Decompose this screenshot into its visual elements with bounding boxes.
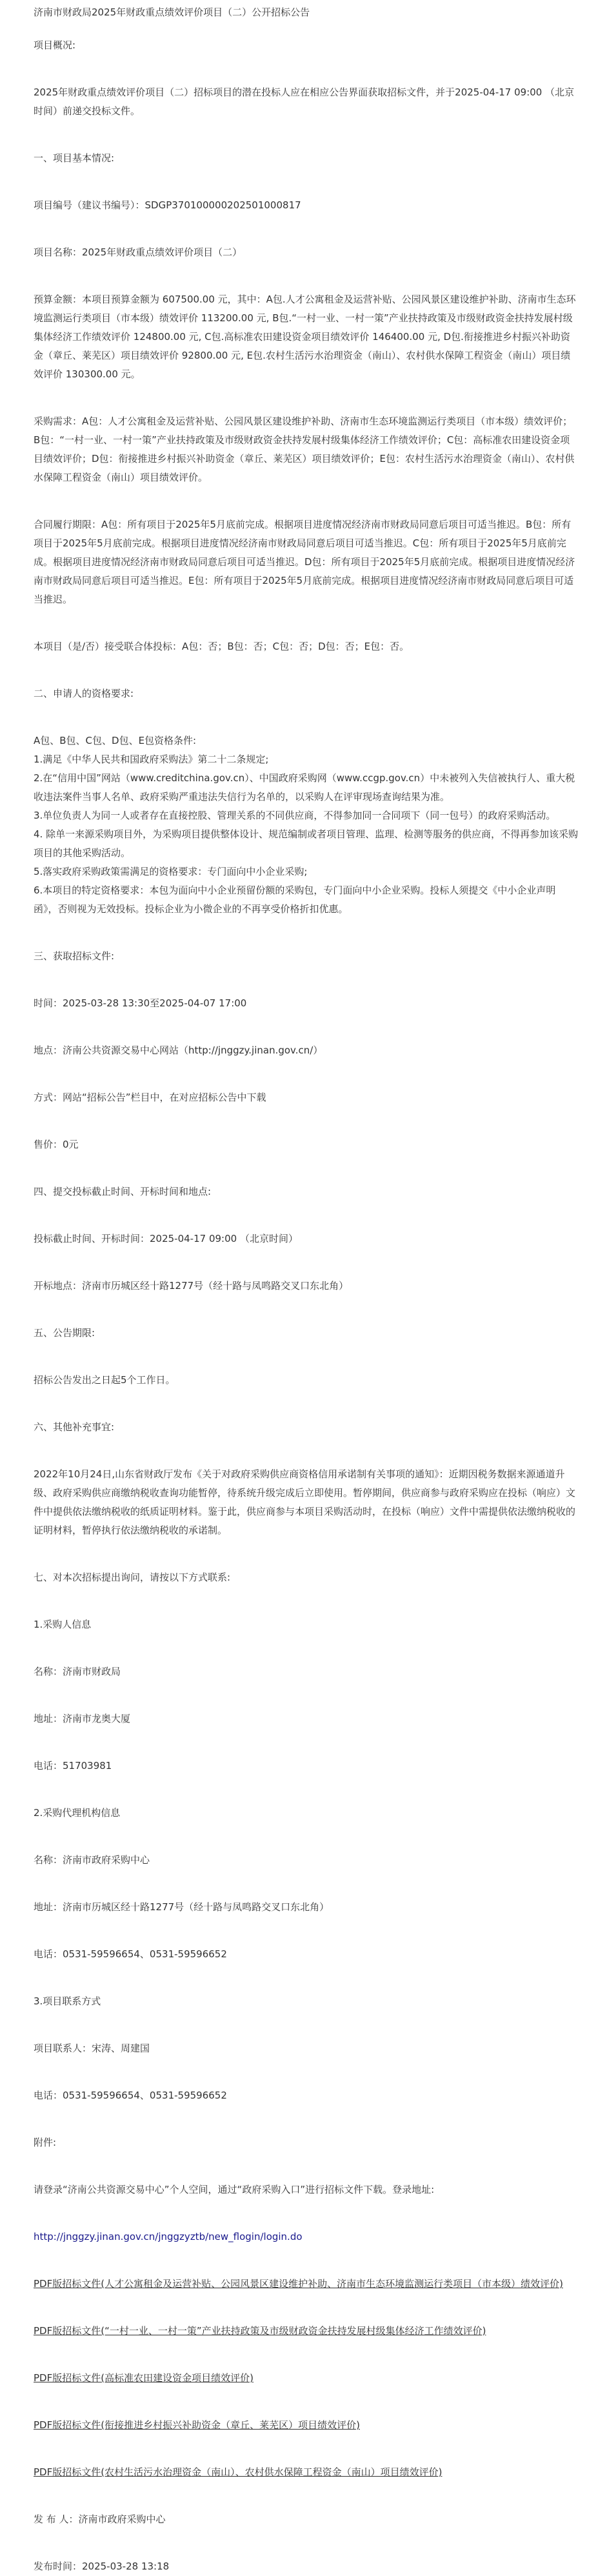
overview-heading: 项目概况:	[34, 39, 76, 51]
overview-text: 2025年财政重点绩效评价项目（二）招标项目的潜在投标人应在相应公告界面获取招标文件，并于2025-04-17 09:00 （北京时间）前递交投标文件。	[34, 86, 575, 117]
qualification-item: 2.在“信用中国”网站（www.creditchina.gov.cn）、中国政府采购网（www.ccgp.gov.cn）中未被列入失信被执行人、重大税收违法案件当事人名单、政府采购严重违法失信行为名单的，以采购人在评审现场查询结果为准。	[34, 772, 575, 803]
publisher: 发 布 人：济南市政府采购中心	[34, 2513, 166, 2525]
price: 售价：0元	[34, 1139, 79, 1150]
pdf-download-link[interactable]: PDF版招标文件(人才公寓租金及运营补贴、公园风景区建设维护补助、济南市生态环境监测运行类项目（市本级）绩效评价)	[34, 2278, 563, 2290]
attachments-heading: 附件:	[34, 2137, 57, 2148]
section-4-heading: 四、提交投标截止时间、开标时间和地点:	[34, 1186, 212, 1197]
purchaser-name: 名称：济南市财政局	[34, 1666, 121, 1677]
project-code: 项目编号（建议书编号）：SDGP370100000202501000817	[34, 199, 301, 211]
agency-address: 地址：济南市历城区经十路1277号（经十路与凤鸣路交叉口东北角）	[34, 1901, 330, 1913]
login-link[interactable]: http://jnggzy.jinan.gov.cn/jnggzyztb/new_flogin/login.do	[34, 2231, 303, 2242]
publish-time: 发布时间：2025-03-28 13:18	[34, 2561, 170, 2572]
agency-phone: 电话：0531-59596654、0531-59596652	[34, 1948, 227, 1960]
requirements-text: 采购需求：A包：人才公寓租金及运营补贴、公园风景区建设维护补助、济南市生态环境监测运行类项目（市本级）绩效评价；B包：“一村一业、一村一策”产业扶持政策及市级财政资金扶持发展村级集体经济工作绩效评价；C包：高标准农田建设资金项目绩效评价；D包：衔接推进乡村振兴补助资金（章丘、莱芜区）项目绩效评价；E包：农村生活污水治理资金（南山）、农村供水保障工程资金（南山）项目绩效评价。	[34, 415, 575, 483]
contract-period-text: 合同履行期限：A包：所有项目于2025年5月底前完成。根据项目进度情况经济南市财政局同意后项目可适当推迟。B包：所有项目于2025年5月底前完成。根据项目进度情况经济南市财政局同意后项目可适当推迟。C包：所有项目于2025年5月底前完成。根据项目进度情况经济南市财政局同意后项目可适当推迟。D包：所有项目于2025年5月底前完成。根据项目进度情况经济南市财政局同意后项目可适当推迟。E包：所有项目于2025年5月底前完成。根据项目进度情况经济南市财政局同意后项目可适当推迟。	[34, 519, 575, 605]
purchaser-heading: 1.采购人信息	[34, 1619, 92, 1630]
section-2-heading: 二、申请人的资格要求:	[34, 688, 134, 699]
pdf-download-link[interactable]: PDF版招标文件(“一村一业、一村一策”产业扶持政策及市级财政资金扶持发展村级集体经济工作绩效评价)	[34, 2325, 486, 2337]
notice-period: 招标公告发出之日起5个工作日。	[34, 1374, 175, 1386]
get-place: 地点：济南公共资源交易中心网站（http://jnggzy.jinan.gov.cn/）	[34, 1044, 323, 1056]
contact-person: 项目联系人：宋涛、周建国	[34, 2042, 150, 2054]
agency-heading: 2.采购代理机构信息	[34, 1807, 121, 1819]
section-7-heading: 七、对本次招标提出询问，请按以下方式联系:	[34, 1572, 231, 1583]
pdf-download-link[interactable]: PDF版招标文件(高标准农田建设资金项目绩效评价)	[34, 2372, 253, 2384]
qualification-item: 3.单位负责人为同一人或者存在直接控股、管理关系的不同供应商，不得参加同一合同项下（同一包号）的政府采购活动。	[34, 810, 556, 821]
announcement-body	[34, 36, 579, 2576]
contact-heading: 3.项目联系方式	[34, 1995, 101, 2007]
agency-name: 名称：济南市政府采购中心	[34, 1854, 150, 1866]
section-3-heading: 三、获取招标文件:	[34, 950, 115, 962]
qualification-item: 4. 除单一来源采购项目外，为采购项目提供整体设计、规范编制或者项目管理、监理、检测等服务的供应商，不得再参加该采购项目的其他采购活动。	[34, 828, 579, 859]
section-1-heading: 一、项目基本情况:	[34, 152, 115, 164]
pdf-download-link[interactable]: PDF版招标文件(农村生活污水治理资金（南山）、农村供水保障工程资金（南山）项目绩效评价)	[34, 2466, 442, 2478]
qualification-item: 6.本项目的特定资格要求：本包为面向中小企业预留份额的采购包，专门面向中小企业采购。投标人须提交《中小企业声明函》，否则视为无效投标。投标企业为小微企业的不再享受价格折扣优惠。	[34, 884, 556, 915]
qualification-item: 1.满足《中华人民共和国政府采购法》第二十二条规定;	[34, 754, 269, 765]
qualification-intro: A包、B包、C包、D包、E包资格条件:	[34, 735, 197, 746]
download-note: 请登录“济南公共资源交易中心”个人空间，通过“政府采购入口”进行招标文件下载。登录地址:	[34, 2184, 435, 2195]
open-place: 开标地点：济南市历城区经十路1277号（经十路与凤鸣路交叉口东北角）	[34, 1280, 349, 1292]
qualification-item: 5.落实政府采购政策需满足的资格要求：专门面向中小企业采购;	[34, 866, 308, 877]
contact-phone: 电话：0531-59596654、0531-59596652	[34, 2090, 227, 2101]
get-method: 方式：网站“招标公告”栏目中，在对应招标公告中下载	[34, 1092, 266, 1103]
consortium-text: 本项目（是/否）接受联合体投标：A包：否；B包：否；C包：否；D包：否；E包：否。	[34, 641, 410, 652]
get-time: 时间：2025-03-28 13:30至2025-04-07 17:00	[34, 997, 247, 1009]
section-5-heading: 五、公告期限:	[34, 1327, 95, 1339]
qualification-list	[34, 732, 579, 919]
page-title: 济南市财政局2025年财政重点绩效评价项目（二）公开招标公告	[34, 6, 310, 18]
supplement-text: 2022年10月24日,山东省财政厅发布《关于对政府采购供应商资格信用承诺制有关事项的通知》：近期因税务数据来源通道升级、政府采购供应商缴纳税收查询功能暂停，待系统升级完成后立即使用。暂停期间，供应商参与政府采购应在投标（响应）文件中提供依法缴纳税收的纸质证明材料。鉴于此，供应商参与本项目采购活动时，在投标（响应）文件中需提供依法缴纳税收的证明材料，暂停执行依法缴纳税收的承诺制。	[34, 1468, 576, 1536]
purchaser-phone: 电话：51703981	[34, 1760, 112, 1772]
purchaser-address: 地址：济南市龙奥大厦	[34, 1713, 131, 1724]
budget-text: 预算金额：本项目预算金额为 607500.00 元，其中：A包.人才公寓租金及运营补贴、公园风景区建设维护补助、济南市生态环境监测运行类项目（市本级）绩效评价 113200.00 元, B包.“一村一业、一村一策”产业扶持政策及市级财政资金扶持发展村级集体经济工作绩效评价 124800.00 元, C包.高标准农田建设资金项目绩效评价 146400.00 元, D包.衔接推进乡村振兴补助资金（章丘、莱芜区）项目绩效评价 92800.00 元, E包.农村生活污水治理资金（南山）、农村供水保障工程资金（南山）项目绩效评价 130300.00 元。	[34, 294, 576, 380]
section-6-heading: 六、其他补充事宜:	[34, 1421, 115, 1433]
deadline: 投标截止时间、开标时间：2025-04-17 09:00 （北京时间）	[34, 1233, 298, 1244]
project-name: 项目名称：2025年财政重点绩效评价项目（二）	[34, 246, 243, 258]
pdf-download-link[interactable]: PDF版招标文件(衔接推进乡村振兴补助资金（章丘、莱芜区）项目绩效评价)	[34, 2419, 360, 2431]
